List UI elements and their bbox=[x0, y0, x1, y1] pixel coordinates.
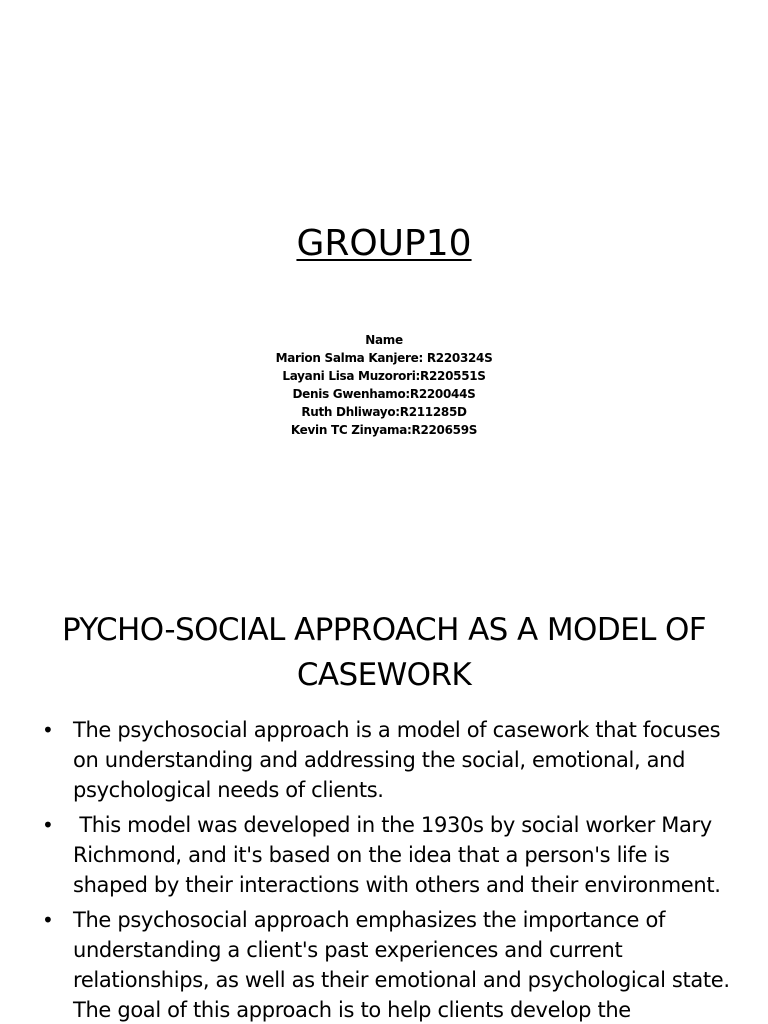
bullet-item bbox=[42, 905, 742, 1024]
slide-title: PYCHO-SOCIAL APPROACH AS A MODEL OF CASEWORK bbox=[61, 612, 707, 693]
bullet-icon: • bbox=[42, 718, 54, 742]
bullet-text: The psychosocial approach is a model of casework that focuses on understanding and addressing the social, emotional, and psychological needs of clients. bbox=[73, 718, 721, 802]
member-entry: Marion Salma Kanjere: R220324S bbox=[275, 351, 493, 365]
bullet-list bbox=[42, 715, 742, 1024]
member-entry: Layani Lisa Muzorori:R220551S bbox=[282, 369, 486, 383]
member-list bbox=[0, 331, 768, 439]
member-list-header: Name bbox=[365, 333, 403, 347]
bullet-icon: • bbox=[42, 908, 54, 932]
member-entry: Denis Gwenhamo:R220044S bbox=[292, 387, 476, 401]
bullet-text: The psychosocial approach emphasizes the importance of understanding a client's past experiences and current relationships, as well as their emotional and psychological state. The goal of this approach is to help clients develop the bbox=[73, 908, 730, 1022]
bullet-icon: • bbox=[42, 813, 54, 837]
bullet-item bbox=[42, 715, 742, 805]
content-slide bbox=[0, 576, 768, 1024]
member-entry: Kevin TC Zinyama:R220659S bbox=[290, 423, 478, 437]
member-entry: Ruth Dhliwayo:R211285D bbox=[301, 405, 467, 419]
bullet-text: This model was developed in the 1930s by social worker Mary Richmond, and it's based on the idea that a person's life is shaped by their interactions with others and their environment. bbox=[73, 813, 721, 897]
bullet-item bbox=[42, 810, 742, 900]
group-title: GROUP10 bbox=[296, 223, 472, 264]
